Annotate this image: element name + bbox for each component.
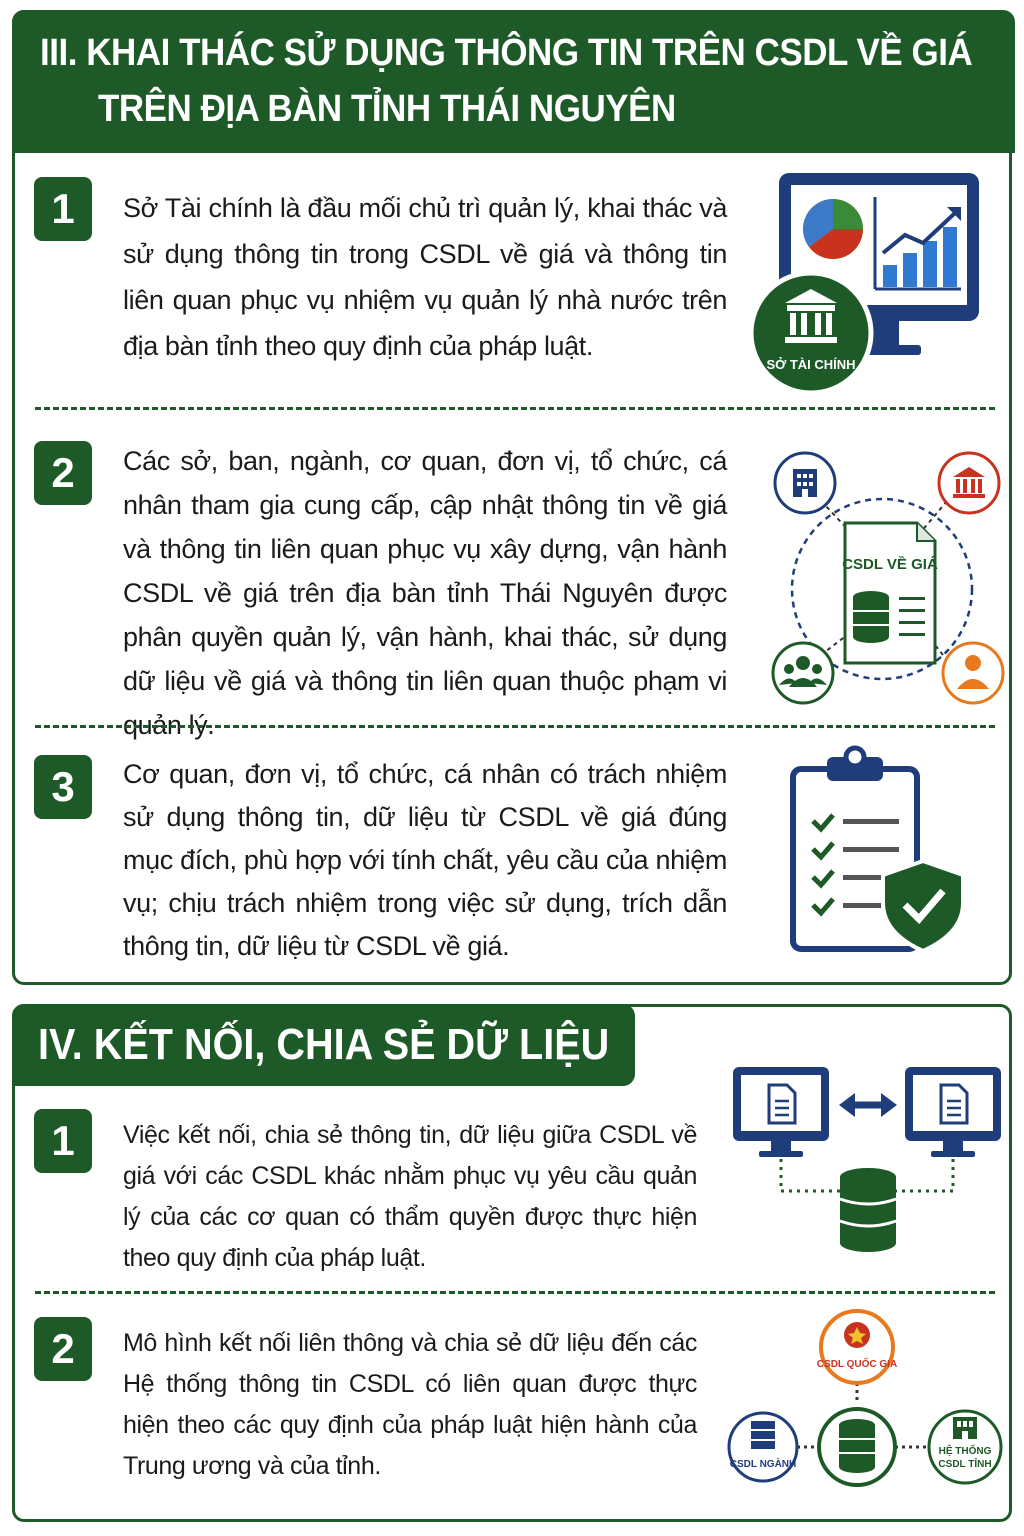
csdl-quoc-gia-label: CSDL QUỐC GIA [816,1359,898,1370]
item-text: Các sở, ban, ngành, cơ quan, đơn vị, tổ chức, cá nhân tham gia cung cấp, cập nhật thông tin về giá và thông tin liên quan phục vụ xây dựng, vận hành CSDL về giá trên địa bàn tỉnh Thái Nguyên được phân quyền quản lý, vận hành, khai thác, sử dụng dữ liệu về giá và thông tin liên quan thuộc phạm vi quản lý. [123,446,727,740]
section-3-header [12,10,1015,153]
csdl-tinh-label: CSDL TỈNH [938,1459,992,1470]
item-text: Việc kết nối, chia sẻ thông tin, dữ liệu giữa CSDL về giá với các CSDL khác nhằm phục vụ yêu cầu quản lý của các cơ quan có thẩm quyền được thực hiện theo quy định của pháp luật. [123,1121,697,1272]
divider [35,1291,995,1294]
database-connection-icon [715,1297,1011,1507]
csdl-network-icon [757,439,1007,709]
item-number-badge: 2 [34,441,92,505]
so-tai-chinh-label: SỞ TÀI CHÍNH [766,357,856,372]
item-number-badge: 2 [34,1317,92,1381]
item-text: Sở Tài chính là đầu mối chủ trì quản lý, khai thác và sử dụng thông tin trong CSDL về giá và thông tin liên quan phục vụ nhiệm vụ quản lý nhà nước trên địa bàn tỉnh theo quy định của pháp luật. [123,193,727,361]
item-number-badge: 3 [34,755,92,819]
monitor-charts-icon [745,171,991,397]
divider [35,407,995,410]
computers-exchange-icon [727,1065,1011,1259]
section-3-panel [12,10,1012,985]
section-3-title-line2: TRÊN ĐỊA BÀN TỈNH THÁI NGUYÊN [98,88,676,130]
item-number-badge: 1 [34,177,92,241]
item-text: Mô hình kết nối liên thông và chia sẻ dữ liệu đến các Hệ thống thông tin CSDL có liên quan được thực hiện theo các quy định của pháp luật hiện hành của Trung ương và của tỉnh. [123,1329,697,1480]
csdl-ve-gia-label: CSDL VỀ GIÁ [842,556,938,573]
section-4-title: IV. KẾT NỐI, CHIA SẺ DỮ LIỆU [38,1020,610,1069]
clipboard-shield-icon [787,743,973,955]
divider [35,725,995,728]
section-4-panel [12,1004,1012,1522]
csdl-nganh-label: CSDL NGÀNH [729,1459,797,1470]
item-number-badge: 1 [34,1109,92,1173]
item-text: Cơ quan, đơn vị, tổ chức, cá nhân có trách nhiệm sử dụng thông tin, dữ liệu từ CSDL về giá đúng mục đích, phù hợp với tính chất, yêu cầu của nhiệm vụ; chịu trách nhiệm trong việc sử dụng, trích dẫn thông tin, dữ liệu từ CSDL về giá. [123,759,727,961]
section-4-header [12,1004,635,1086]
he-thong-label: HỆ THỐNG [938,1446,992,1457]
section-3-title-line1: III. KHAI THÁC SỬ DỤNG THÔNG TIN TRÊN CSDL VỀ GIÁ [40,32,973,74]
